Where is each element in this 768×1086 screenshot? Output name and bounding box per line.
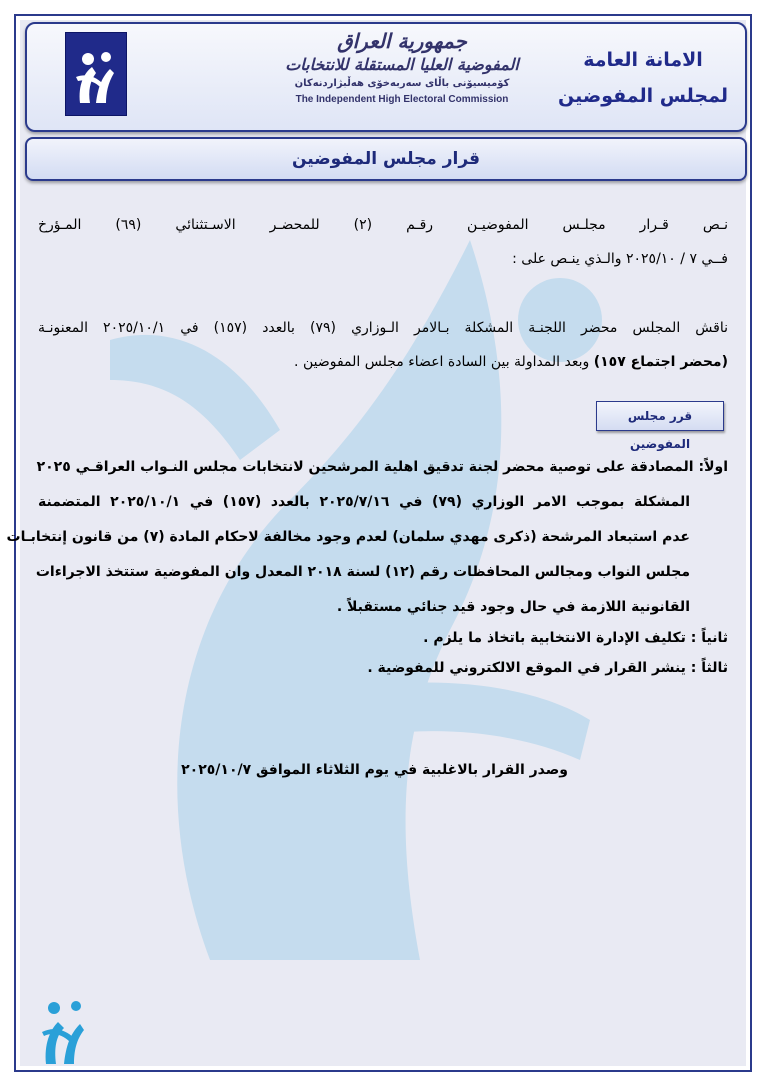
issuance-statement: وصدر القرار بالاغلبية في يوم الثلاثاء الموافق ٢٠٢٥/١٠/٧ <box>181 762 568 778</box>
header-country-line: جمهورية العراق <box>337 29 467 53</box>
bottom-emblem-icon <box>40 968 92 1068</box>
decision-third: ثالثاً : ينشر القرار في الموقع الالكتروني للمفوضية . <box>367 660 728 676</box>
decision-first-line-2: المشكلة بموجب الامر الوزاري (٧٩) في ٢٠٢٥/٧/١٦ بالعدد (١٥٧) في ٢٠٢٥/١٠/١ المتضمنة <box>38 494 690 510</box>
decision-first-line-1: اولاً: المصادقة على توصية محضر لجنة تدقيق اهلية المرشحين لانتخابات مجلس النـواب العراقـي ٢٠٢٥ <box>36 459 728 475</box>
document-title: قرار مجلس المفوضين <box>25 137 747 181</box>
intro-paragraph <box>38 208 728 276</box>
meeting-minutes-ref: (محضر اجتماع ١٥٧) <box>593 354 728 370</box>
header-commission-english: The Independent High Electoral Commission <box>295 94 509 105</box>
secretariat-line1: الامانة العامة <box>583 49 703 71</box>
commission-name-block <box>257 28 547 128</box>
decided-label: قرر مجلس المفوضين <box>596 401 724 431</box>
decision-second: ثانياً : تكليف الإدارة الانتخابية باتخاذ ما يلزم . <box>423 630 728 646</box>
decision-first-line-3: عدم استبعاد المرشحة (ذكرى مهدي سلمان) لعدم وجود مخالفة لاحكام المادة (٧) من قانون إنتخابـات <box>6 529 690 545</box>
header-commission-kurdish: كۆمیسیۆنی باڵای سەربەخۆی هەڵبژاردنەکان <box>294 78 510 89</box>
discussion-line-2-rest: وبعد المداولة بين السادة اعضاء مجلس المفوضين . <box>294 354 594 370</box>
discussion-line-2 <box>38 345 728 379</box>
intro-line-1: نـص قـرار مجلـس المفوضيـن رقـم (٢) للمحضـر الاسـتثنائي (٦٩) المـؤرخ <box>38 217 729 233</box>
decisions-list <box>6 450 728 684</box>
letterhead <box>25 22 747 132</box>
discussion-paragraph <box>38 311 728 379</box>
decision-first-line-5: القانونية اللازمة في حال وجود قيد جنائي مستقبلاً . <box>336 599 690 615</box>
decision-first-line-4: مجلس النواب ومجالس المحافظات رقم (١٢) لسنة ٢٠١٨ المعدل وان المفوضية ستتخذ الاجراءات <box>35 564 690 580</box>
secretariat-line2: لمجلس المفوضين <box>558 85 728 107</box>
discussion-line-1: ناقش المجلس محضر اللجنـة المشكلة بـالامر الـوزاري (٧٩) بالعدد (١٥٧) في ٢٠٢٥/١٠/١ المعنونـة <box>38 320 728 336</box>
intro-line-2: فــي ٧ / ٢٠٢٥/١٠ والـذي ينـص على : <box>512 251 728 267</box>
secretariat-label <box>553 42 733 114</box>
header-commission-arabic: المفوضية العليا المستقلة للانتخابات <box>285 55 519 74</box>
commission-logo <box>65 32 127 116</box>
